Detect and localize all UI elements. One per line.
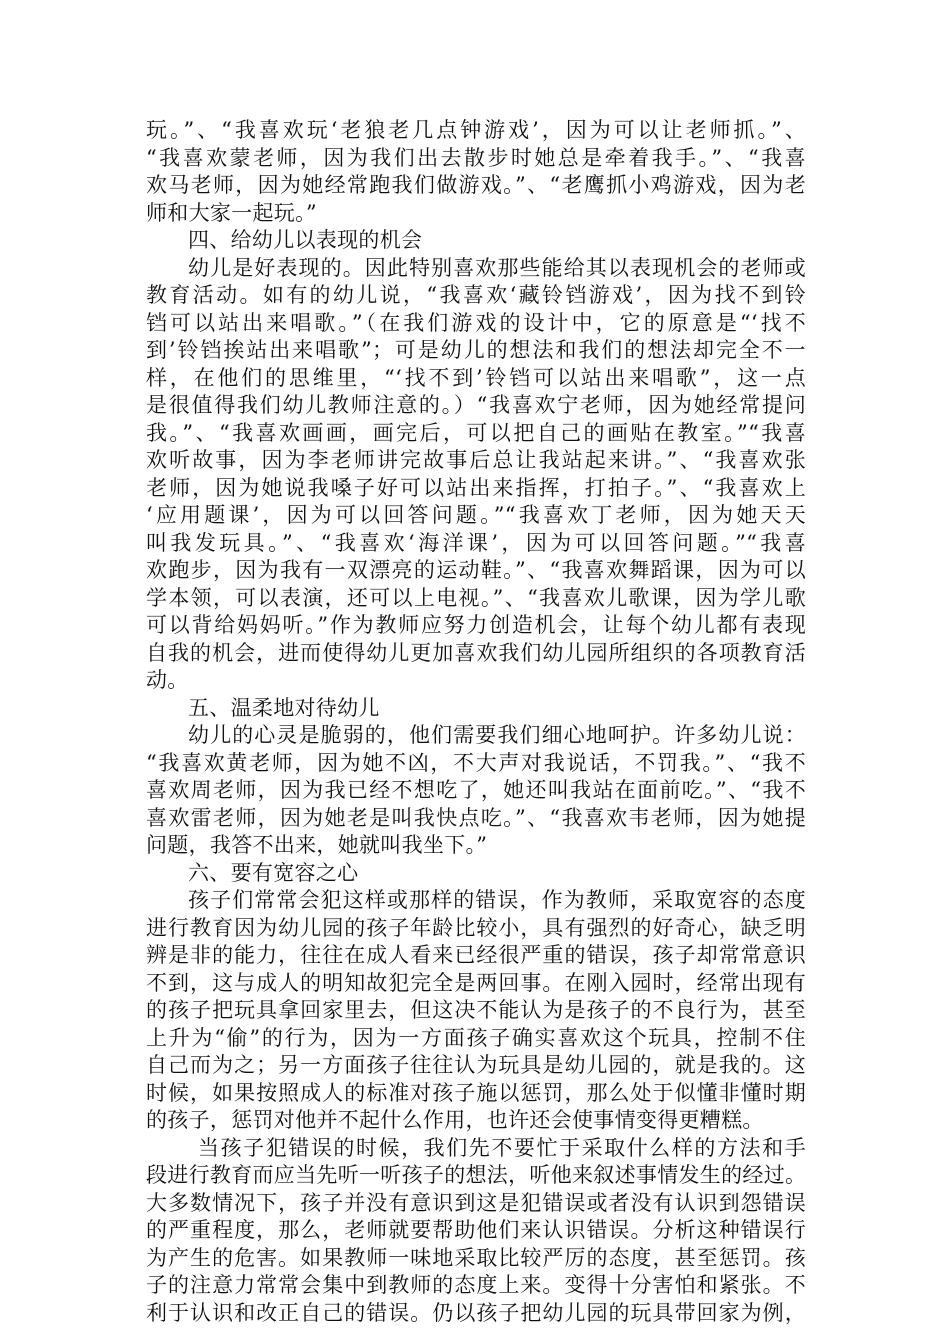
text-line: 是很值得我们幼儿教师注意的。）“我喜欢宁老师，因为她经常提问	[146, 393, 806, 417]
text-line: 进行教育因为幼儿园的孩子年龄比较小，具有强烈的好奇心，缺乏明	[146, 915, 806, 940]
section-heading-6: 六、要有宽容之心	[188, 860, 359, 885]
text-line: 教育活动。如有的幼儿说，“我喜欢‘藏铃铛游戏’，因为找不到铃	[146, 283, 806, 307]
text-line: 喜欢雷老师，因为她老是叫我快点吃。”、“我喜欢韦老师，因为她提	[146, 805, 806, 830]
paragraph-continuation	[146, 117, 806, 227]
text-line: 我。”、“我喜欢画画，画完后，可以把自己的画贴在教室。”“我喜	[146, 420, 806, 445]
text-line: 师和大家一起玩。”	[146, 200, 317, 225]
text-line: 不到，这与成人的明知故犯完全是两回事。在刚入园时，经常出现有	[146, 970, 806, 995]
text-line: “我喜欢蒙老师，因为我们出去散步时她总是牵着我手。”、“我喜	[146, 145, 806, 170]
text-line: 自我的机会，进而使得幼儿更加喜欢我们幼儿园所组织的各项教育活	[146, 640, 806, 665]
text-line: 的严重程度，那么，老师就要帮助他们来认识错误。分析这种错误行	[146, 1218, 806, 1242]
text-line: 可以背给妈妈听。”作为教师应努力创造机会，让每个幼儿都有表现	[146, 613, 806, 637]
text-line: 玩。”、“我喜欢玩‘老狼老几点钟游戏’，因为可以让老师抓。”、	[146, 118, 806, 142]
text-line: 时候，如果按照成人的标准对孩子施以惩罚，那么处于似懂非懂时期	[146, 1080, 806, 1105]
text-line: 上升为“偷”的行为，因为一方面孩子确实喜欢这个玩具，控制不住	[146, 1025, 806, 1050]
text-line: 大多数情况下，孩子并没有意识到这是犯错误或者没有认识到怨错误	[146, 1190, 806, 1215]
text-line: 子的注意力常常会集中到教师的态度上来。变得十分害怕和紧张。不	[146, 1273, 806, 1297]
text-line: 当孩子犯错误的时候，我们先不要忙于采取什么样的方法和手	[198, 1135, 806, 1160]
text-line: 老师，因为她说我嗓子好可以站出来指挥，打拍子。”、“我喜欢上	[146, 475, 806, 500]
text-line: 喜欢周老师，因为我已经不想吃了，她还叫我站在面前吃。”、“我不	[146, 778, 806, 802]
paragraph-mistakes	[146, 1135, 806, 1328]
text-line: 段进行教育而应当先听一听孩子的想法，听他来叙述事情发生的经过。	[146, 1163, 807, 1187]
text-line: 辨是非的能力，往往在成人看来已经很严重的错误，孩子却常常意识	[146, 943, 806, 967]
document-page	[146, 117, 806, 1327]
text-line: 幼儿的心灵是脆弱的，他们需要我们细心地呵护。许多幼儿说：	[188, 723, 806, 747]
paragraph-tolerance	[146, 887, 806, 1135]
text-line: 欢跑步，因为我有一双漂亮的运动鞋。”、“我喜欢舞蹈课，因为可以	[146, 558, 806, 582]
paragraph-gentle	[146, 722, 806, 860]
text-line: 学本领，可以表演，还可以上电视。”、“我喜欢儿歌课，因为学儿歌	[146, 585, 806, 610]
text-line: 问题，我答不出来，她就叫我坐下。”	[146, 833, 488, 857]
text-line: 幼儿是好表现的。因此特别喜欢那些能给其以表现机会的老师或	[188, 255, 806, 280]
text-line: 为产生的危害。如果教师一味地采取比较严厉的态度，甚至惩罚。孩	[146, 1245, 806, 1270]
text-line: 铛可以站出来唱歌。”（在我们游戏的设计中，它的原意是“‘找不	[146, 310, 806, 335]
text-line: 叫我发玩具。”、“我喜欢‘海洋课’，因为可以回答问题。”“我喜	[146, 530, 806, 555]
text-line: 样，在他们的思维里，“‘找不到’铃铛可以站出来唱歌”，这一点	[146, 365, 806, 390]
text-line: ‘应用题课’，因为可以回答问题。”“我喜欢丁老师，因为她天天	[146, 503, 806, 527]
text-line: “我喜欢黄老师，因为她不凶，不大声对我说话，不罚我。”、“我不	[146, 750, 806, 775]
section-heading-4: 四、给幼儿以表现的机会	[188, 228, 423, 252]
text-line: 欢马老师，因为她经常跑我们做游戏。”、“老鹰抓小鸡游戏，因为老	[146, 173, 806, 197]
text-line: 的孩子，惩罚对他并不起什么作用，也许还会使事情变得更糟糕。	[146, 1108, 764, 1132]
text-line: 的孩子把玩具拿回家里去，但这决不能认为是孩子的不良行为，甚至	[146, 998, 806, 1022]
section-heading-5: 五、温柔地对待幼儿	[188, 695, 380, 720]
paragraph-performance	[146, 255, 806, 695]
text-line: 欢听故事，因为李老师讲完故事后总让我站起来讲。”、“我喜欢张	[146, 448, 806, 472]
text-line: 孩子们常常会犯这样或那样的错误，作为教师，采取宽容的态度	[188, 888, 806, 912]
text-line: 利于认识和改正自己的错误。仍以孩子把幼儿园的玩具带回家为例，	[146, 1300, 806, 1325]
text-line: 动。	[146, 668, 189, 692]
text-line: 自己而为之；另一方面孩子往往认为玩具是幼儿园的，就是我的。这	[146, 1053, 806, 1077]
text-line: 到’铃铛挨站出来唱歌”；可是幼儿的想法和我们的想法却完全不一	[146, 338, 806, 362]
